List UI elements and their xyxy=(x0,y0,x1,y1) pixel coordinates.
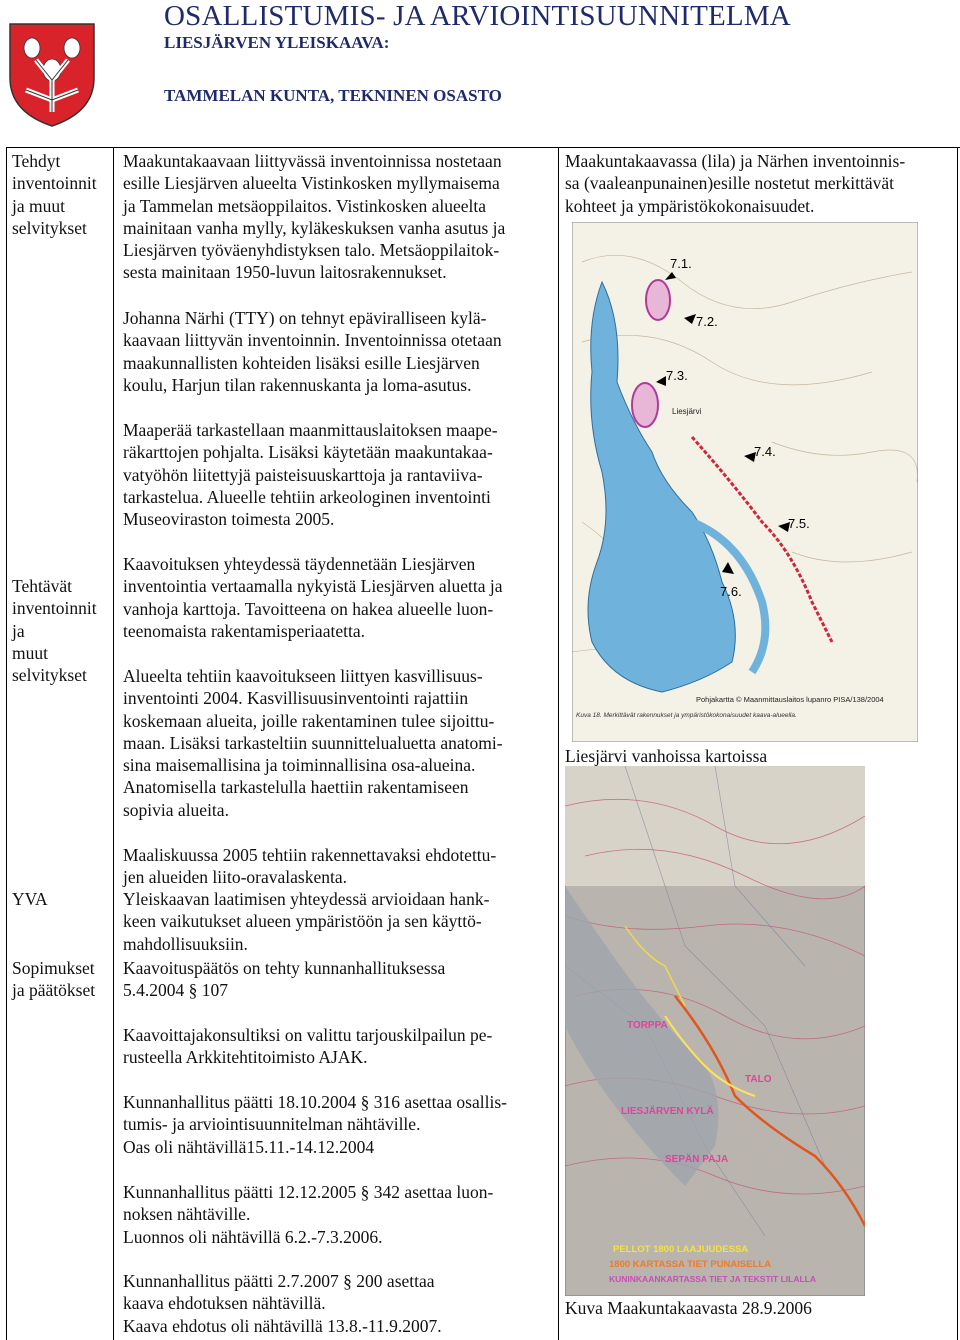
text-line: Kaavoituspäätös on tehty kunnanhallituksessa xyxy=(123,958,446,978)
sidebar-line: ja päätökset xyxy=(12,980,96,1001)
sidebar-line: YVA xyxy=(12,889,48,909)
text-line: Kaava ehdotus oli nähtävillä 13.8.-11.9.2007. xyxy=(123,1315,442,1336)
legend-roads-1800: 1800 KARTASSA TIET PUNAISELLA xyxy=(609,1259,772,1270)
sidebar-line: ja muut xyxy=(12,195,65,216)
sidebar-section-inventories xyxy=(12,150,112,239)
marker-76: 7.6. xyxy=(720,584,742,599)
caption-regional-plan-date: Kuva Maakuntakaavasta 28.9.2006 xyxy=(565,1298,812,1318)
paragraph-decision-2007 xyxy=(123,1270,553,1337)
marker-73: 7.3. xyxy=(666,368,688,383)
map-legend: Kuva 18. Merkittävät rakennukset ja ympäristökokonaisuudet kaava-alueella. xyxy=(576,712,797,719)
text-line: rusteella Arkkitehtitoimisto AJAK. xyxy=(123,1047,368,1068)
paragraph-impact-assessment xyxy=(123,888,553,955)
text-line: Oas oli nähtävillä15.11.-14.12.2004 xyxy=(123,1136,375,1157)
paragraph-planning-decision xyxy=(123,957,553,1002)
marker-72: 7.2. xyxy=(696,314,718,329)
text-line: Yleiskaavan laatimisen yhteydessä arvioidaan hank- xyxy=(123,889,490,909)
sidebar-section-yva xyxy=(12,888,112,910)
text-line: koskemaan alueita, joille rakentaminen tulee sijoittu- xyxy=(123,710,495,731)
marker-75: 7.5. xyxy=(788,516,810,531)
organization-name: TAMMELAN KUNTA, TEKNINEN OSASTO xyxy=(164,86,502,105)
caption-regional-plan xyxy=(565,150,955,217)
sidebar-line: Tehtävät xyxy=(12,576,72,596)
text-line: vanhoja karttoja. Tavoitteena on hakea alueelle luon- xyxy=(123,598,494,619)
text-line: kaava ehdotuksen nähtävillä. xyxy=(123,1293,326,1314)
label-village: LIESJÄRVEN KYLÄ xyxy=(621,1106,714,1117)
text-line: noksen nähtäville. xyxy=(123,1204,251,1225)
text-line: Maaperää tarkastellaan maanmittauslaitoksen maape- xyxy=(123,420,498,440)
text-line: Anatomisella tarkastelulla haettiin rakentamiseen xyxy=(123,777,469,798)
text-line: Museoviraston toimesta 2005. xyxy=(123,509,335,530)
text-line: Alueelta tehtiin kaavoitukseen liittyen kasvillisuus- xyxy=(123,666,483,686)
legend-fields: PELLOT 1800 LAAJUUDESSA xyxy=(613,1244,749,1255)
coat-of-arms-icon xyxy=(6,20,98,128)
text-line: maan. Lisäksi tarkasteltiin suunnittelualuetta anatomi- xyxy=(123,732,503,753)
caption-line: Maakuntakaavassa (lila) ja Närhen inventoinnis- xyxy=(565,151,906,171)
text-line: Kunnanhallitus päätti 18.10.2004 § 316 asettaa osallis- xyxy=(123,1092,507,1112)
regional-plan-map xyxy=(572,222,918,742)
marker-71: 7.1. xyxy=(670,256,692,271)
column-divider-2 xyxy=(558,147,559,1340)
text-line: Liesjärven työväenyhdistyksen talo. Metsäoppilaitok- xyxy=(123,240,500,261)
sidebar-line: selvitykset xyxy=(12,665,87,686)
text-line: mainitaan vanha mylly, kyläkeskuksen vanha asutus ja xyxy=(123,217,506,238)
sidebar-section-tasks xyxy=(12,575,112,686)
marker-area-73 xyxy=(632,383,658,427)
paragraph-regional-inventory xyxy=(123,150,553,284)
paragraph-decision-2005 xyxy=(123,1181,553,1248)
sidebar-line: inventoinnit xyxy=(12,598,97,619)
table-right-border xyxy=(957,147,958,1340)
paragraph-soil-survey xyxy=(123,419,553,530)
paragraph-vegetation-inventory xyxy=(123,665,553,821)
text-line: sesta mainitaan 1950-luvun laitosrakennukset. xyxy=(123,262,447,283)
table-top-border xyxy=(6,147,960,148)
marker-area-71 xyxy=(646,280,670,320)
text-line: kaavaan liittyvän inventoinnin. Inventoinnissa otetaan xyxy=(123,330,502,351)
marker-74: 7.4. xyxy=(754,444,776,459)
text-line: tarkastelua. Alueelle tehtiin arkeologinen inventointi xyxy=(123,486,491,507)
page-title: OSALLISTUMIS- JA ARVIOINTISUUNNITELMA xyxy=(164,0,791,32)
sidebar-line: selvitykset xyxy=(12,217,87,238)
legend-kings-map: KUNINKAANKARTASSA TIET JA TEKSTIT LILALLA xyxy=(609,1274,816,1284)
caption-old-maps: Liesjärvi vanhoissa kartoissa xyxy=(565,746,768,766)
table-left-border xyxy=(6,147,7,1340)
text-line: inventointia vertaamalla nykyistä Liesjärven aluetta ja xyxy=(123,576,503,597)
paragraph-flying-squirrel xyxy=(123,844,553,889)
paragraph-decision-2004 xyxy=(123,1091,553,1158)
old-maps-overlay xyxy=(565,766,865,1296)
text-line: mahdollisuuksiin. xyxy=(123,933,248,954)
text-line: 5.4.2004 § 107 xyxy=(123,980,228,1001)
paragraph-narhi-inventory xyxy=(123,307,553,396)
text-line: Johanna Närhi (TTY) on tehnyt epäviralliseen kylä- xyxy=(123,308,487,328)
text-line: esille Liesjärven alueelta Vistinkosken myllymaisema xyxy=(123,173,500,194)
text-line: sina maisemallisina ja toiminnallisina osa-alueina. xyxy=(123,755,476,776)
text-line: Kunnanhallitus päätti 2.7.2007 § 200 asettaa xyxy=(123,1271,435,1291)
text-line: koulu, Harjun tilan rakennuskanta ja loma-asutus. xyxy=(123,374,472,395)
label-torppa: TORPPA xyxy=(627,1020,668,1031)
sidebar-line: ja xyxy=(12,620,25,641)
text-line: keen vaikutukset alueen ympäristöön ja sen käyttö- xyxy=(123,911,482,932)
sidebar-line: Sopimukset xyxy=(12,958,95,978)
text-line: teenomaista rakentamisperiaatetta. xyxy=(123,620,365,641)
paragraph-consultant xyxy=(123,1024,553,1069)
sidebar-line: inventoinnit xyxy=(12,173,97,194)
text-line: räkarttojen pohjalta. Lisäksi käytetään maakuntakaa- xyxy=(123,442,493,463)
caption-line: kohteet ja ympäristökokonaisuudet. xyxy=(565,195,815,216)
label-talo: TALO xyxy=(745,1074,772,1085)
text-line: Luonnos oli nähtävillä 6.2.-7.3.2006. xyxy=(123,1226,383,1247)
caption-line: sa (vaaleanpunainen)esille nostetut merkittävät xyxy=(565,173,894,194)
paragraph-supplementary-inventory xyxy=(123,553,553,642)
text-line: inventointi 2004. Kasvillisuusinventointi rajattiin xyxy=(123,688,469,709)
sidebar-line: Tehdyt xyxy=(12,151,61,171)
label-smithy: SEPÄN PAJA xyxy=(665,1154,729,1165)
lake-label: Liesjärvi xyxy=(672,407,702,416)
text-line: tumis- ja arviointisuunnitelman nähtäville. xyxy=(123,1114,421,1135)
text-line: vatyöhön liitettyjä paisteisuuskarttoja ja rantaviiva- xyxy=(123,464,483,485)
column-divider-1 xyxy=(113,147,114,1340)
page-subtitle: LIESJÄRVEN YLEISKAAVA: xyxy=(164,33,390,52)
text-line: jen alueiden liito-oravalaskenta. xyxy=(123,867,348,888)
text-line: ja Tammelan metsäoppilaitos. Vistinkosken alueelta xyxy=(123,195,487,216)
text-line: sopivia alueita. xyxy=(123,799,229,820)
text-line: maakunnallisten kohteiden lisäksi esille Liesjärven xyxy=(123,352,480,373)
text-line: Maakuntakaavaan liittyvässä inventoinnissa nostetaan xyxy=(123,151,502,171)
sidebar-line: muut xyxy=(12,642,48,663)
text-line: Kunnanhallitus päätti 12.12.2005 § 342 asettaa luon- xyxy=(123,1182,494,1202)
text-line: Kaavoituksen yhteydessä täydennetään Liesjärven xyxy=(123,554,476,574)
sidebar-section-agreements xyxy=(12,957,112,1002)
map-footer: Pohjakartta © Maanmittauslaitos lupanro PISA/138/2004 xyxy=(696,695,884,704)
text-line: Maaliskuussa 2005 tehtiin rakennettavaksi ehdotettu- xyxy=(123,845,497,865)
text-line: Kaavoittajakonsultiksi on valittu tarjouskilpailun pe- xyxy=(123,1025,493,1045)
